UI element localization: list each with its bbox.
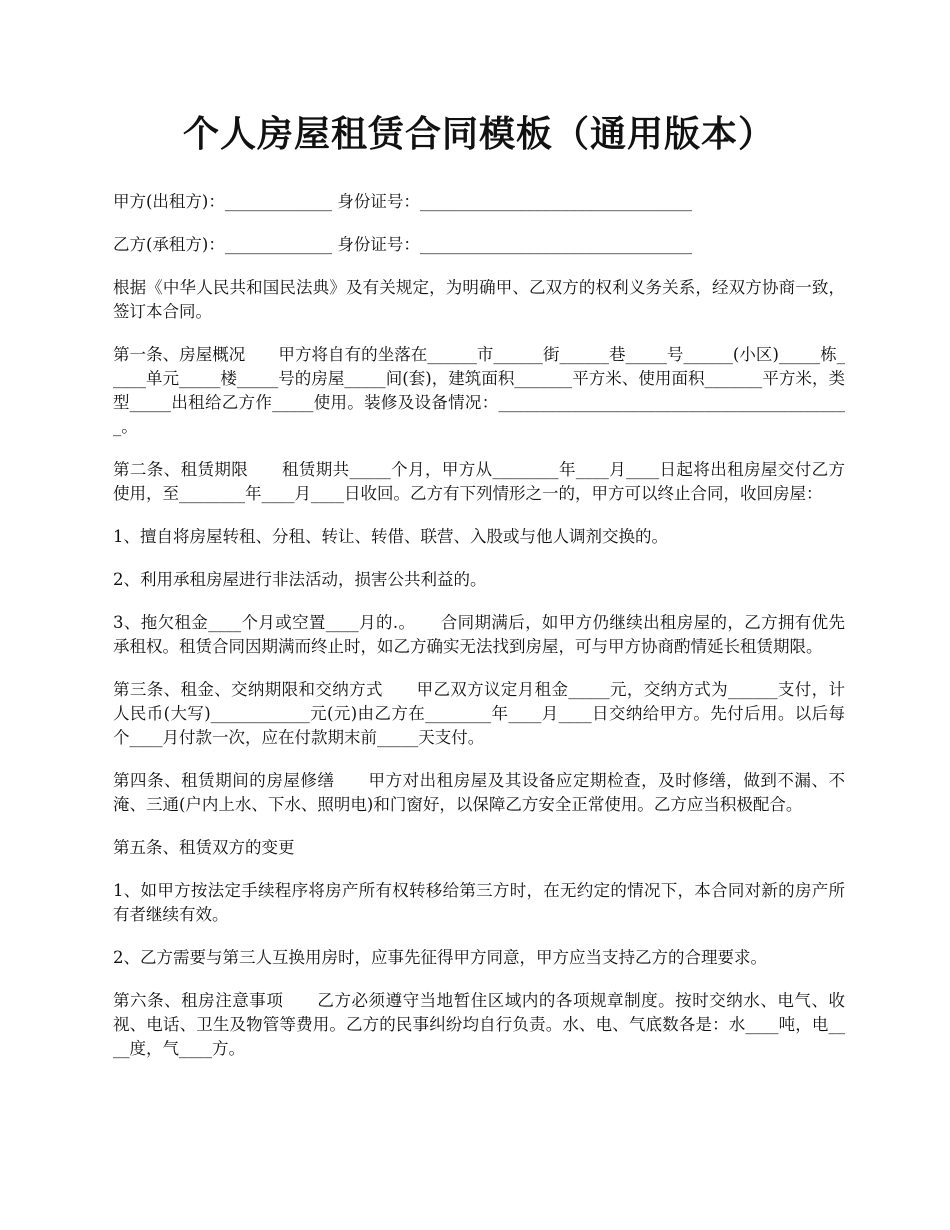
article-2-item-2: 2、利用承租房屋进行非法活动，损害公共利益的。 — [113, 570, 487, 589]
preamble-paragraph: 根据《中华人民共和国民法典》及有关规定，为明确甲、乙双方的权利义务关系，经双方协商一致，签订本合同。 — [113, 278, 845, 321]
document-title: 个人房屋租赁合同模板（通用版本） — [182, 113, 775, 155]
article-1-property-overview: 第一条、房屋概况 甲方将自有的坐落在______市______街______巷_____号______(小区)_____栋_____单元_____楼_____号的房屋_____间(套)，建筑面积_______平方米、使用面积_______平方米，类型_____出租给乙方作_____使用。装修及设备情况：___________________________________________。 — [113, 345, 845, 436]
party-a-line: 甲方(出租方)：_____________ 身份证号：_________________________________ — [113, 192, 693, 211]
article-2-lease-term: 第二条、租赁期限 租赁期共_____个月，甲方从________年____月____日起将出租房屋交付乙方使用，至________年____月____日收回。乙方有下列情形之一的，甲方可以终止合同，收回房屋： — [113, 460, 845, 503]
article-2-item-1: 1、擅自将房屋转租、分租、转让、转借、联营、入股或与他人调剂交换的。 — [113, 527, 668, 546]
article-3-rent-payment: 第三条、租金、交纳期限和交纳方式 甲乙双方议定月租金_____元，交纳方式为______支付，计人民币(大写)____________元(元)由乙方在________年____月____日交纳给甲方。先付后用。以后每个____月付款一次，应在付款期末前_____天支付。 — [113, 680, 845, 747]
article-2-item-3: 3、拖欠租金____个月或空置____月的.。 合同期满后，如甲方仍继续出租房屋的，乙方拥有优先承租权。租赁合同因期满而终止时，如乙方确实无法找到房屋，可与甲方协商酌情延长租赁期限。 — [113, 613, 845, 656]
article-6-notes: 第六条、租房注意事项 乙方必须遵守当地暂住区域内的各项规章制度。按时交纳水、电气、收视、电话、卫生及物管等费用。乙方的民事纠纷均自行负责。水、电、气底数各是：水____吨，电____度，气____方。 — [113, 991, 845, 1058]
article-5-heading: 第五条、租赁双方的变更 — [113, 838, 295, 857]
party-b-line: 乙方(承租方)：_____________ 身份证号：_________________________________ — [113, 235, 693, 254]
article-4-repairs: 第四条、租赁期间的房屋修缮 甲方对出租房屋及其设备应定期检查，及时修缮，做到不漏、不淹、三通(户内上水、下水、照明电)和门窗好，以保障乙方安全正常使用。乙方应当积极配合。 — [113, 771, 845, 814]
article-5-item-2: 2、乙方需要与第三人互换用房时，应事先征得甲方同意，甲方应当支持乙方的合理要求。 — [113, 948, 767, 967]
article-5-item-1: 1、如甲方按法定手续程序将房产所有权转移给第三方时，在无约定的情况下，本合同对新的房产所有者继续有效。 — [113, 881, 845, 924]
